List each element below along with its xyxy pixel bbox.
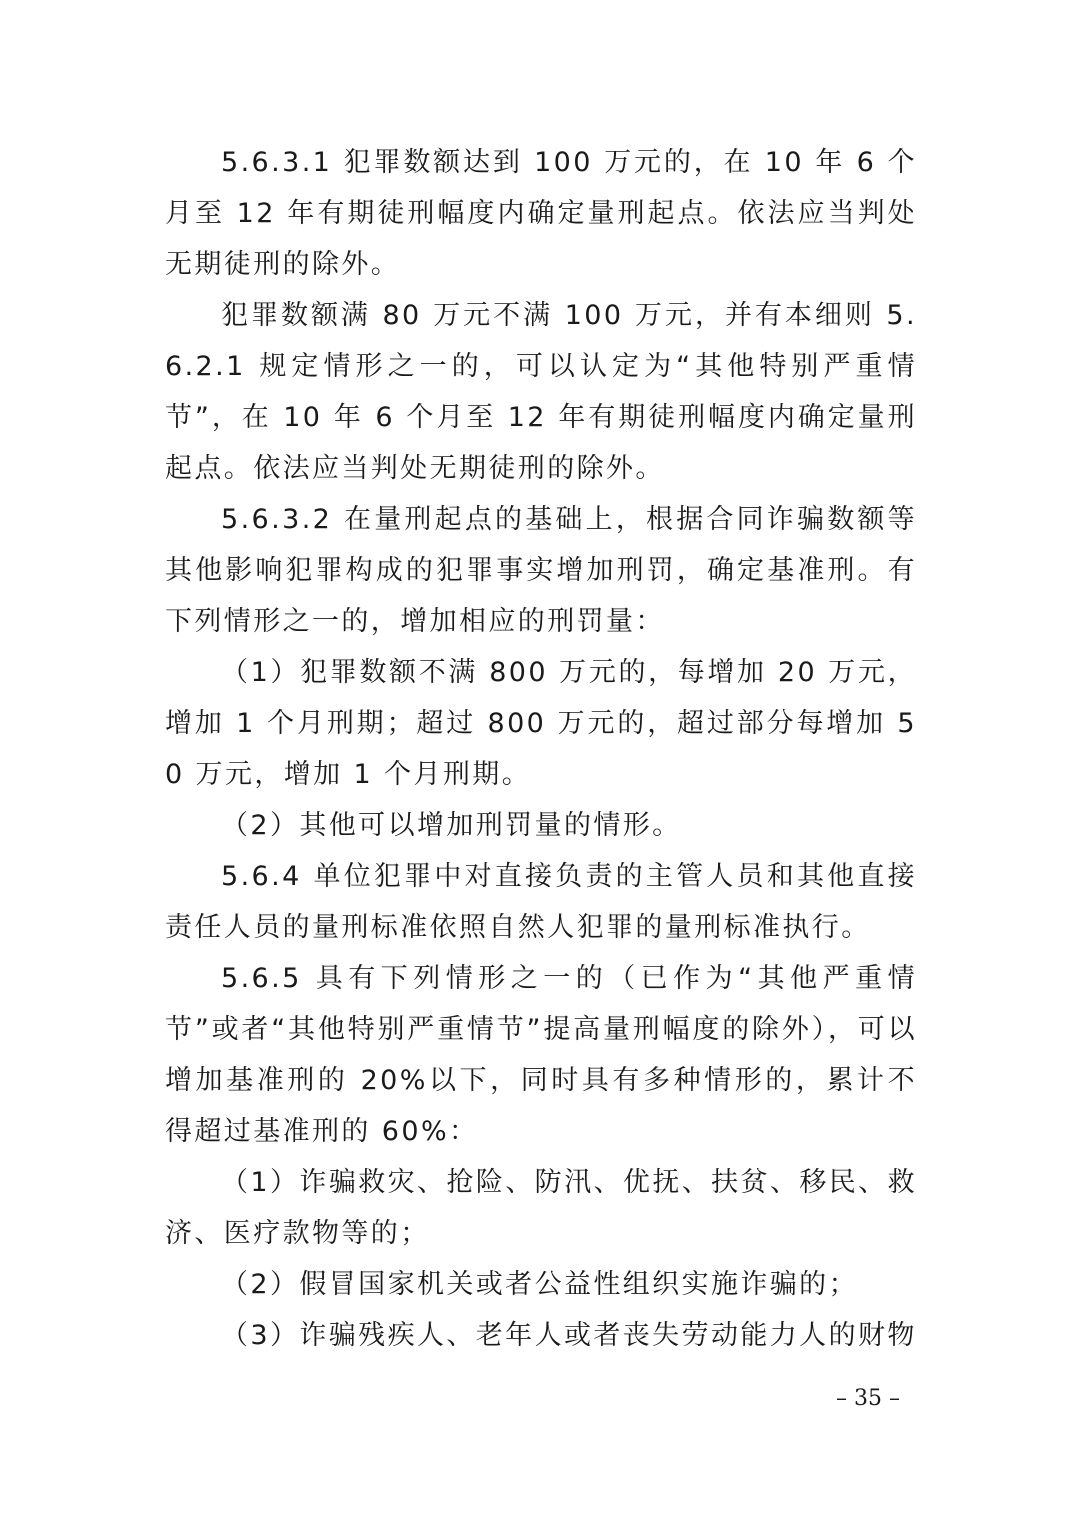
list-item-increase-2: （2）其他可以增加刑罚量的情形。: [221, 810, 682, 841]
paragraph-5-6-4: 5.6.4 单位犯罪中对直接负责的主管人员和其他直接责任人员的量刑标准依照自然人犯罪的量刑标准执行。: [165, 861, 917, 943]
list-item-circumstance-3: （3）诈骗残疾人、老年人或者丧失劳动能力人的财物: [221, 1320, 917, 1351]
paragraph-amount-80-to-100: 犯罪数额满 80 万元不满 100 万元，并有本细则 5.6.2.1 规定情形之一的，可以认定为“其他特别严重情节”，在 10 年 6 个月至 12 年有期徒刑幅度内确定量刑起点。依法应当判处无期徒刑的除外。: [165, 300, 917, 484]
paragraph-5-6-5: 5.6.5 具有下列情形之一的（已作为“其他严重情节”或者“其他特别严重情节”提高量刑幅度的除外），可以增加基准刑的 20%以下，同时具有多种情形的，累计不得超过基准刑的 60%：: [165, 963, 917, 1147]
list-item-increase-1: （1）犯罪数额不满 800 万元的，每增加 20 万元，增加 1 个月刑期；超过 800 万元的，超过部分每增加 50 万元，增加 1 个月刑期。: [165, 657, 917, 790]
paragraph-5-6-3-2: 5.6.3.2 在量刑起点的基础上，根据合同诈骗数额等其他影响犯罪构成的犯罪事实增加刑罚，确定基准刑。有下列情形之一的，增加相应的刑罚量：: [165, 504, 917, 637]
paragraph-5-6-3-1: 5.6.3.1 犯罪数额达到 100 万元的，在 10 年 6 个月至 12 年有期徒刑幅度内确定量刑起点。依法应当判处无期徒刑的除外。: [165, 147, 917, 280]
document-body: [165, 137, 917, 1361]
page-number: – 35 –: [836, 1386, 900, 1411]
list-item-circumstance-2: （2）假冒国家机关或者公益性组织实施诈骗的；: [221, 1269, 858, 1300]
list-item-circumstance-1: （1）诈骗救灾、抢险、防汛、优抚、扶贫、移民、救济、医疗款物等的；: [165, 1167, 917, 1249]
